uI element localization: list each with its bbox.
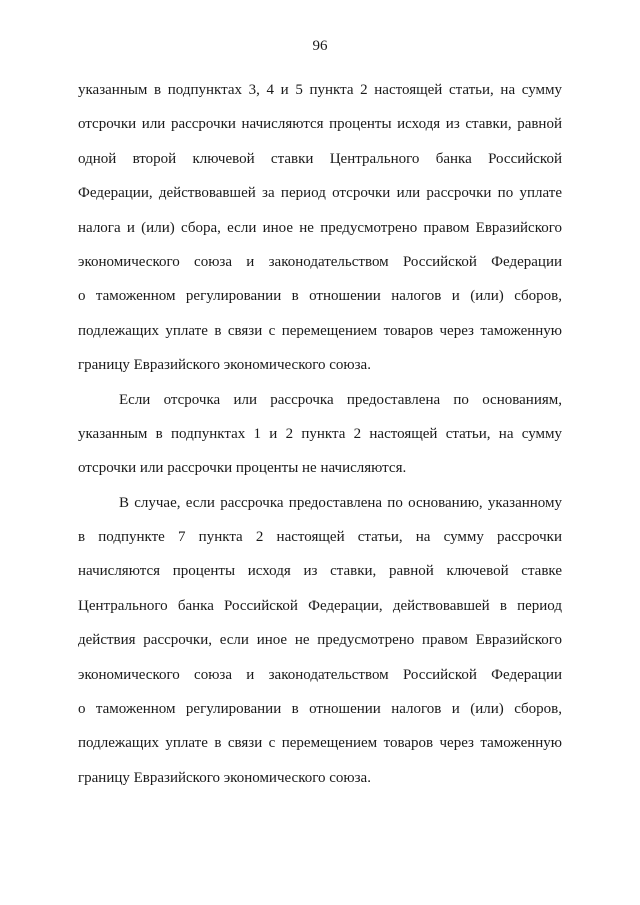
text-line: отсрочки или рассрочки начисляются проценты исходя из ставки, равной (78, 116, 562, 133)
document-body (78, 73, 562, 795)
text-line: подлежащих уплате в связи с перемещением товаров через таможенную (78, 322, 562, 339)
text-line: Если отсрочка или рассрочка предоставлена по основаниям, (119, 391, 562, 408)
text-line: одной второй ключевой ставки Центрального банка Российской (78, 150, 562, 167)
paragraph-2 (78, 383, 562, 486)
text-line: начисляются проценты исходя из ставки, равной ключевой ставке (78, 563, 562, 580)
page-number: 96 (312, 38, 328, 54)
text-line: отсрочки или рассрочки проценты не начисляются. (78, 460, 407, 477)
paragraph-1 (78, 73, 562, 383)
text-line: В случае, если рассрочка предоставлена по основанию, указанному (119, 494, 562, 511)
text-line: о таможенном регулировании в отношении налогов и (или) сборов, (78, 701, 562, 718)
text-line: действия рассрочки, если иное не предусмотрено правом Евразийского (78, 632, 562, 649)
text-line: границу Евразийского экономического союза. (78, 357, 371, 374)
text-line: указанным в подпунктах 1 и 2 пункта 2 настоящей статьи, на сумму (78, 425, 562, 442)
text-line: указанным в подпунктах 3, 4 и 5 пункта 2 настоящей статьи, на сумму (78, 82, 562, 98)
text-line: экономического союза и законодательством Российской Федерации (78, 666, 562, 683)
text-line: границу Евразийского экономического союза. (78, 769, 371, 786)
paragraph-3 (78, 486, 562, 796)
text-line: подлежащих уплате в связи с перемещением товаров через таможенную (78, 735, 562, 752)
text-line: о таможенном регулировании в отношении налогов и (или) сборов, (78, 288, 562, 305)
text-line: в подпункте 7 пункта 2 настоящей статьи, на сумму рассрочки (78, 529, 562, 546)
text-line: налога и (или) сбора, если иное не предусмотрено правом Евразийского (78, 219, 562, 236)
text-line: Федерации, действовавшей за период отсрочки или рассрочки по уплате (78, 185, 562, 202)
text-line: Центрального банка Российской Федерации, действовавшей в период (78, 597, 562, 614)
text-line: экономического союза и законодательством Российской Федерации (78, 253, 562, 270)
